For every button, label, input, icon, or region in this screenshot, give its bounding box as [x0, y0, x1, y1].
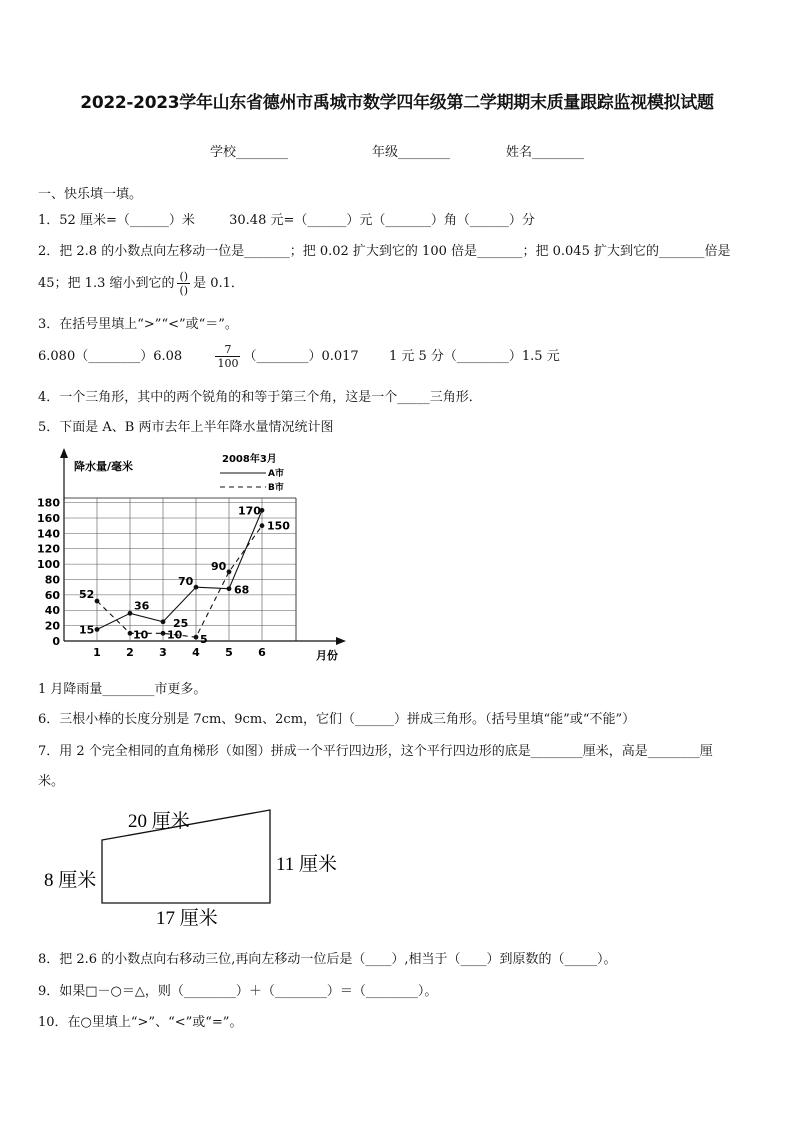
y-axis-label: 降水量/毫米 [74, 460, 134, 473]
y-tick-label: 180 [37, 496, 60, 510]
x-tick-label: 1 [93, 646, 101, 659]
x-tick-label: 2 [126, 646, 134, 659]
question-1 [38, 209, 535, 228]
x-tick-label: 3 [159, 646, 167, 659]
x-tick-label: 4 [192, 646, 200, 659]
y-tick-label: 80 [44, 573, 60, 587]
x-tick-label: 6 [258, 646, 266, 659]
y-tick-label: 40 [44, 604, 60, 618]
data-label: 68 [234, 583, 250, 597]
question-3-items [38, 343, 560, 370]
chart-series [79, 504, 290, 646]
trapezoid-bottom-label: 17 厘米 [156, 908, 218, 929]
data-point [227, 586, 232, 591]
data-label: 10 [167, 628, 183, 642]
section-heading: 一、快乐填一填。 [38, 187, 143, 202]
data-label: 36 [134, 599, 150, 613]
data-label: 5 [200, 633, 208, 647]
data-point [95, 627, 100, 632]
data-point [260, 523, 265, 528]
y-tick-label: 60 [44, 588, 60, 602]
data-point [194, 585, 199, 590]
question-2-text-a: 45；把 1.3 缩小到它的 [38, 276, 175, 291]
trapezoid-left-label: 8 厘米 [44, 870, 97, 891]
question-5-answer: 1 月降雨量________市更多。 [38, 682, 207, 697]
legend-title: 2008年3月 [222, 454, 277, 465]
trapezoid-right-label: 11 厘米 [276, 854, 338, 875]
question-5: 5．下面是 A、B 两市去年上半年降水量情况统计图 [38, 420, 334, 435]
trapezoid-figure [36, 800, 356, 932]
data-point [161, 631, 166, 636]
question-10: 10．在○里填上“>”、“<”或“=”。 [38, 1015, 243, 1030]
question-1-part-b: 30.48 元=（______）元（_______）角（______）分 [229, 213, 535, 228]
data-point [227, 569, 232, 574]
data-point [95, 599, 100, 604]
name-field[interactable]: 姓名________ [506, 145, 585, 160]
y-tick-label: 140 [37, 527, 60, 541]
question-7-line-2: 米。 [38, 774, 65, 789]
question-2-fraction [177, 270, 190, 297]
trapezoid-top-label: 20 厘米 [128, 811, 190, 832]
data-label: 15 [79, 623, 95, 637]
question-2-line-1: 2．把 2.8 的小数点向左移动一位是_______；把 0.02 扩大到它的 100 倍是_______；把 0.045 扩大到它的_______倍是 [38, 244, 731, 259]
y-tick-label: 160 [37, 511, 60, 525]
data-label: 52 [79, 588, 95, 602]
question-8: 8．把 2.6 的小数点向右移动三位,再向左移动一位后是（____）,相当于（____）到原数的（_____）。 [38, 952, 617, 967]
rainfall-line-chart [30, 446, 360, 666]
fraction-denominator: () [179, 284, 189, 297]
page-title: 2022-2023学年山东省德州市禹城市数学四年级第二学期期末质量跟踪监视模拟试题 [80, 93, 714, 113]
question-3-fraction [215, 343, 240, 370]
data-point [128, 631, 133, 636]
question-3-item-a: 6.080（________）6.08 [38, 349, 183, 364]
x-axis-label: 月份 [316, 649, 338, 662]
data-point [161, 619, 166, 624]
legend-a-label: A市 [268, 469, 284, 479]
series-line-a [97, 510, 262, 629]
data-label: 150 [267, 519, 290, 533]
data-point [128, 611, 133, 616]
fraction-numerator: 7 [215, 343, 240, 357]
x-axis-arrow-icon [336, 637, 346, 645]
question-6: 6．三根小棒的长度分别是 7cm、9cm、2cm，它们（______）拼成三角形。（括号里填“能”或“不能”） [38, 712, 636, 727]
question-7-line-1: 7．用 2 个完全相同的直角梯形（如图）拼成一个平行四边形，这个平行四边形的底是________厘米，高是________厘 [38, 744, 713, 759]
legend-b-label: B市 [268, 483, 284, 493]
question-3-item-b: （________）0.017 [243, 349, 359, 364]
y-tick-label: 120 [37, 542, 60, 556]
data-label: 170 [238, 504, 261, 518]
school-field[interactable]: 学校________ [210, 145, 289, 160]
question-2-line-2 [38, 270, 244, 297]
question-1-part-a: 1．52 厘米=（______）米 [38, 213, 195, 228]
data-point [194, 635, 199, 640]
question-9: 9．如果□－○＝△，则（________）＋（________）＝（________）。 [38, 984, 438, 999]
data-label: 10 [133, 628, 149, 642]
fraction-numerator: () [179, 270, 189, 283]
data-label: 70 [178, 575, 194, 589]
fraction-denominator: 100 [217, 357, 239, 370]
y-tick-label: 20 [44, 619, 60, 633]
data-label: 90 [211, 559, 227, 573]
y-tick-label: 100 [37, 558, 60, 572]
x-tick-label: 5 [225, 646, 233, 659]
question-3-item-c: 1 元 5 分（________）1.5 元 [388, 349, 560, 364]
chart-ticks [37, 497, 266, 659]
question-4: 4．一个三角形，其中的两个锐角的和等于第三个角，这是一个_____三角形． [38, 390, 482, 405]
data-label: 25 [173, 616, 189, 630]
question-3: 3．在括号里填上“>”“<”或“＝”。 [38, 317, 238, 332]
y-tick-label: 0 [52, 635, 60, 648]
y-axis-arrow-icon [60, 448, 68, 458]
grade-field[interactable]: 年级________ [372, 145, 451, 160]
question-2-text-b: 是 0.1． [193, 276, 244, 291]
